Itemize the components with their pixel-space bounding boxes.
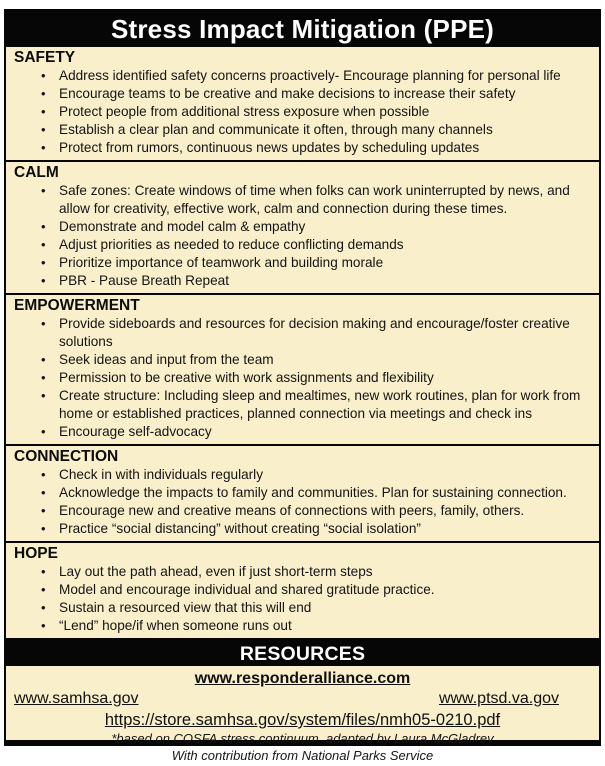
bullet-icon	[41, 272, 59, 290]
bullet-icon	[41, 502, 59, 520]
list-item	[14, 182, 591, 218]
list-item	[14, 466, 591, 484]
bullet-text: Permission to be creative with work assignments and flexibility	[59, 370, 434, 385]
list-item	[14, 139, 591, 157]
list-item	[14, 563, 591, 581]
bullet-text: Practice “social distancing” without creating “social isolation”	[59, 521, 421, 536]
bullet-list	[14, 563, 591, 635]
list-item	[14, 520, 591, 538]
bullet-icon	[41, 466, 59, 484]
list-item	[14, 581, 591, 599]
bullet-text: Demonstrate and model calm & empathy	[59, 219, 306, 234]
contribution-note: With contribution from National Parks Service	[171, 747, 434, 763]
list-item	[14, 103, 591, 121]
list-item	[14, 315, 591, 351]
bullet-icon	[41, 315, 59, 351]
bullet-list	[14, 466, 591, 538]
list-item	[14, 254, 591, 272]
section-heading-calm: CALM	[14, 164, 59, 181]
ptsd-link[interactable]: www.ptsd.va.gov	[438, 690, 559, 707]
bullet-text: Protect from rumors, continuous news updates by scheduling updates	[59, 140, 480, 155]
bullet-text: Adjust priorities as needed to reduce conflicting demands	[59, 237, 404, 252]
pdf-link-row	[14, 709, 591, 731]
section-calm	[6, 160, 599, 293]
page-title: Stress Impact Mitigation (PPE)	[110, 14, 495, 44]
bullet-icon	[41, 423, 59, 441]
bullet-icon	[41, 103, 59, 121]
stress-mitigation-table	[4, 9, 601, 763]
bullet-icon	[41, 236, 59, 254]
samhsa-link[interactable]: www.samhsa.gov	[14, 690, 139, 707]
list-item	[14, 617, 591, 635]
section-heading-safety: SAFETY	[14, 49, 76, 66]
bullet-text: Prioritize importance of teamwork and building morale	[59, 255, 384, 270]
bullet-icon	[41, 369, 59, 387]
bullet-icon	[41, 617, 59, 635]
bullet-icon	[41, 254, 59, 272]
list-item	[14, 502, 591, 520]
bullet-icon	[41, 85, 59, 103]
list-item	[14, 272, 591, 290]
section-safety	[6, 47, 599, 160]
resources-section	[6, 666, 599, 766]
bullet-text: Sustain a resourced view that this will end	[59, 600, 312, 615]
bullet-list	[14, 67, 591, 157]
bullet-list	[14, 182, 591, 290]
bullet-text: Check in with individuals regularly	[59, 467, 263, 482]
bullet-text: Create structure: Including sleep and mealtimes, new work routines, plan for work from home or established practices, planned connection via meetings and check ins	[59, 388, 581, 421]
bullet-text: Acknowledge the impacts to family and communities. Plan for sustaining connection.	[59, 485, 567, 500]
bullet-icon	[41, 67, 59, 85]
bullet-text: Seek ideas and input from the team	[59, 352, 274, 367]
list-item	[14, 351, 591, 369]
link-row	[14, 689, 591, 709]
bullet-text: Encourage self-advocacy	[59, 424, 212, 439]
section-hope	[6, 541, 599, 638]
bullet-text: Lay out the path ahead, even if just short-term steps	[59, 564, 373, 579]
bullet-text: Address identified safety concerns proactively- Encourage planning for personal life	[59, 68, 561, 83]
bullet-icon	[41, 121, 59, 139]
responderalliance-link[interactable]: www.responderalliance.com	[194, 670, 411, 687]
bullet-text: Model and encourage individual and shared gratitude practice.	[59, 582, 435, 597]
list-item	[14, 599, 591, 617]
section-empowerment	[6, 293, 599, 444]
bullet-text: Provide sideboards and resources for decision making and encourage/foster creative solutions	[59, 316, 570, 349]
section-connection	[6, 444, 599, 541]
list-item	[14, 85, 591, 103]
primary-link-row	[14, 669, 591, 689]
list-item	[14, 369, 591, 387]
samhsa-pdf-link[interactable]: https://store.samhsa.gov/system/files/nmh05-0210.pdf	[104, 711, 501, 729]
list-item	[14, 67, 591, 85]
bullet-icon	[41, 581, 59, 599]
resources-heading: RESOURCES	[239, 643, 366, 665]
section-heading-empowerment: EMPOWERMENT	[14, 297, 140, 314]
bullet-icon	[41, 351, 59, 369]
list-item	[14, 121, 591, 139]
bullet-text: Encourage new and creative means of connections with peers, family, others.	[59, 503, 525, 518]
bullet-icon	[41, 182, 59, 218]
bullet-icon	[41, 484, 59, 502]
list-item	[14, 484, 591, 502]
bullet-text: “Lend” hope/if when someone runs out	[59, 618, 292, 633]
attribution-note: *based on COSFA stress continuum, adapted by Laura McGladrey	[111, 731, 494, 746]
resources-header-bar	[6, 638, 599, 666]
bullet-icon	[41, 563, 59, 581]
bullet-text: Encourage teams to be creative and make decisions to increase their safety	[59, 86, 516, 101]
bullet-icon	[41, 599, 59, 617]
bullet-icon	[41, 520, 59, 538]
document-title-bar	[6, 11, 599, 47]
list-item	[14, 423, 591, 441]
bullet-text: Establish a clear plan and communicate it often, through many channels	[59, 122, 493, 137]
bullet-text: Safe zones: Create windows of time when folks can work uninterrupted by news, and allow for creativity, effective work, calm and connection during these times.	[59, 183, 570, 216]
bullet-text: Protect people from additional stress exposure when possible	[59, 104, 430, 119]
section-heading-hope: HOPE	[14, 545, 58, 562]
bullet-text: PBR - Pause Breath Repeat	[59, 273, 230, 288]
bullet-icon	[41, 387, 59, 423]
bullet-list	[14, 315, 591, 441]
list-item	[14, 387, 591, 423]
bullet-icon	[41, 218, 59, 236]
list-item	[14, 236, 591, 254]
bullet-icon	[41, 139, 59, 157]
section-heading-connection: CONNECTION	[14, 448, 119, 465]
list-item	[14, 218, 591, 236]
